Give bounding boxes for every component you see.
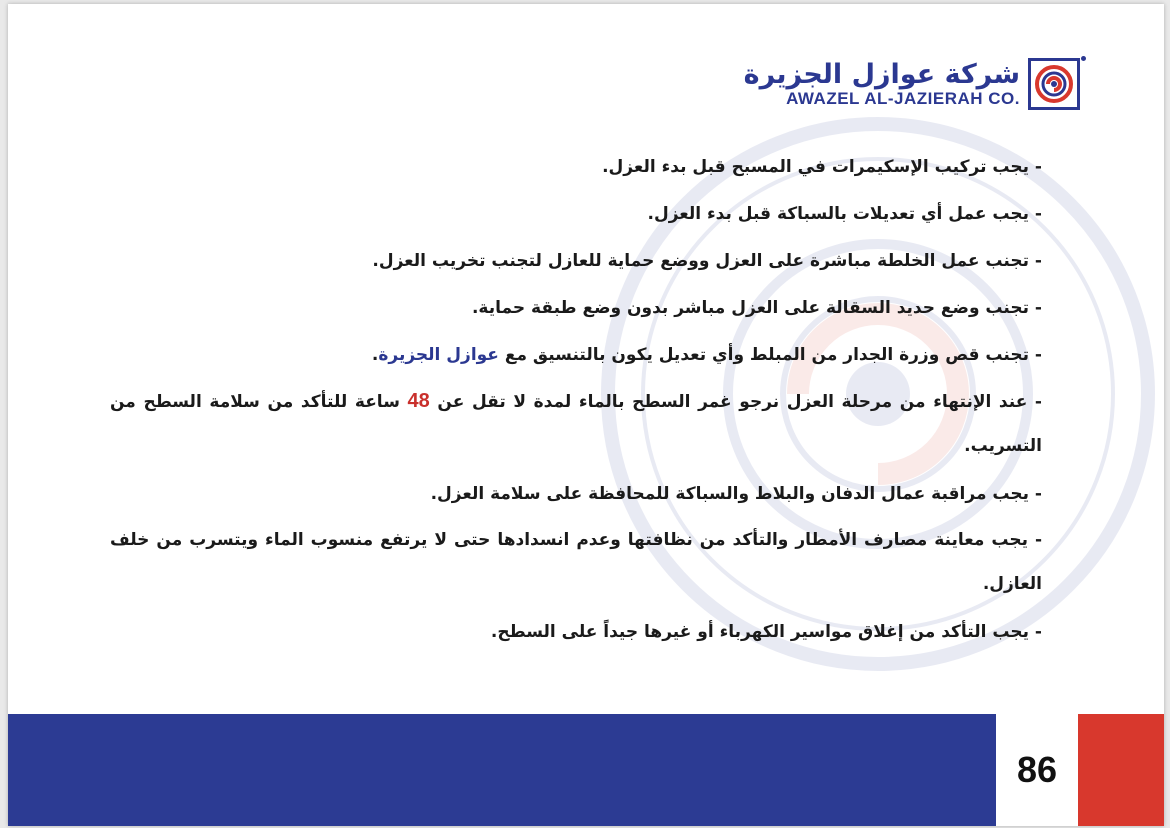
instruction-item: - تجنب عمل الخلطة مباشرة على العزل ووضع حماية للعازل لتجنب تخريب العزل.: [372, 251, 1042, 271]
logo-text: [744, 60, 1020, 108]
instruction-item: - يجب تركيب الإسكيمرات في المسبح قبل بدء العزل.: [602, 157, 1042, 177]
instruction-item: - يجب عمل أي تعديلات بالسباكة قبل بدء العزل.: [647, 204, 1042, 224]
instruction-item: - عند الإنتهاء من مرحلة العزل نرجو غمر السطح بالماء لمدة لا تقل عن 48 ساعة للتأكد من سلامة السطح من التسريب.: [110, 390, 1042, 456]
page-number: 86: [1016, 749, 1058, 790]
logo-english-name: AWAZEL AL-JAZIERAH CO.: [786, 89, 1020, 108]
instruction-item: - تجنب وضع حديد السقالة على العزل مباشر بدون وضع طبقة حماية.: [471, 298, 1042, 318]
instructions-list: [110, 144, 1042, 656]
instruction-item: - تجنب قص وزرة الجدار من المبلط وأي تعديل يكون بالتنسيق مع عوازل الجزيرة.: [371, 345, 1042, 365]
logo-registered-dot: [1081, 56, 1086, 61]
brand-name-highlight: عوازل الجزيرة: [378, 345, 499, 365]
document-page: [8, 4, 1164, 826]
instruction-item: - يجب التأكد من إغلاق مواسير الكهرباء أو غيرها جيداً على السطح.: [490, 622, 1042, 642]
logo-arabic-name: شركة عوازل الجزيرة: [743, 59, 1020, 90]
hours-number-highlight: 48: [407, 390, 430, 412]
footer-red-block: [1078, 714, 1164, 826]
instruction-item: - يجب معاينة مصارف الأمطار والتأكد من نظافتها وعدم انسدادها حتى لا يرتفع منسوب الماء ويتسرب من خلف العازل.: [110, 530, 1042, 594]
instruction-item: - يجب مراقبة عمال الدفان والبلاط والسباكة للمحافظة على سلامة العزل.: [430, 484, 1042, 504]
logo-emblem-icon: [1034, 64, 1074, 104]
company-logo: [744, 54, 1080, 114]
footer-blue-bar: [8, 714, 996, 826]
logo-mark-icon: [1028, 58, 1080, 110]
